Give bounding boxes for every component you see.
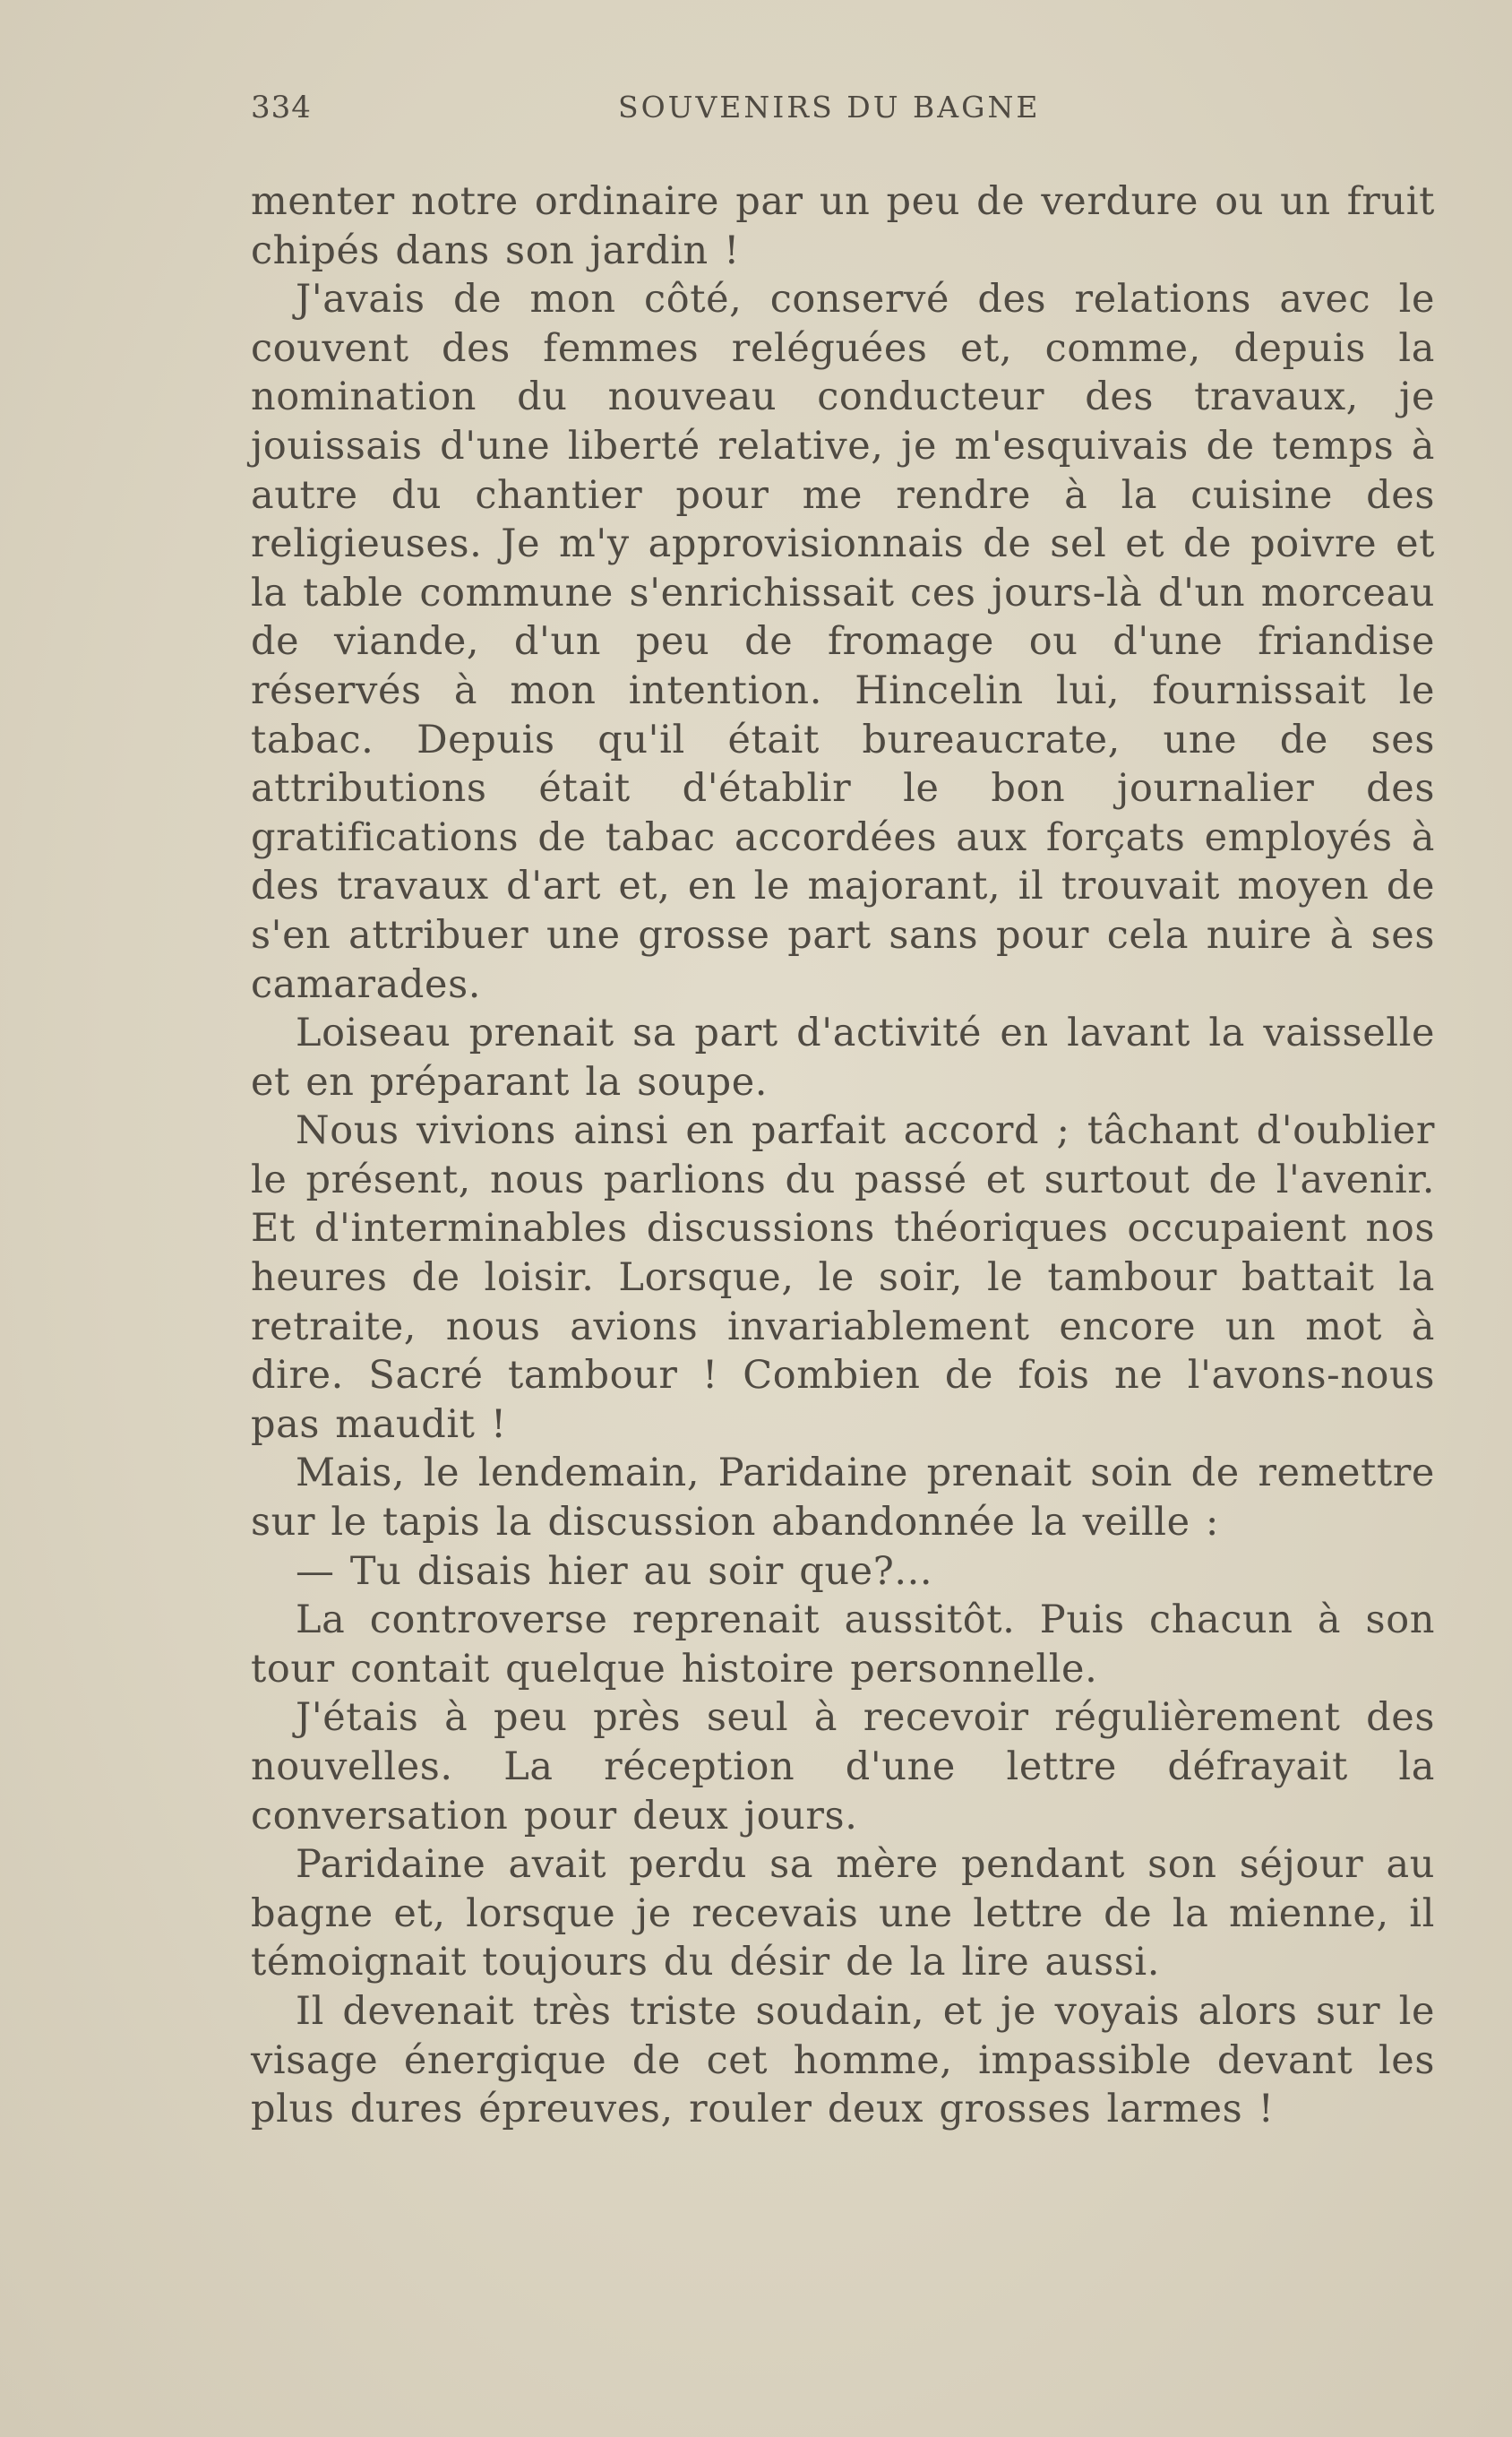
running-title: SOUVENIRS DU BAGNE xyxy=(618,90,1041,125)
body-text xyxy=(251,177,1435,2134)
paragraph-controverse: La controverse reprenait aussitôt. Puis chacun à son tour contait quelque histoire personnelle. xyxy=(251,1597,1435,1692)
paragraph-larmes: Il devenait très triste soudain, et je voyais alors sur le visage énergique de cet homme, impassible devant les plus dures épreuves, rouler deux grosses larmes ! xyxy=(251,1988,1435,2132)
page-number: 334 xyxy=(251,90,312,125)
paragraph-loiseau: Loiseau prenait sa part d'activité en lavant la vaisselle et en préparant la soupe. xyxy=(251,1011,1435,1105)
paragraph-accord: Nous vivions ainsi en parfait accord ; tâchant d'oublier le présent, nous parlions du passé et surtout de l'avenir. Et d'interminables discussions théoriques occupaient nos heures de loisir. Lorsque, le soir, le tambour battait la retraite, nous avions invariablement encore un mot à dire. Sacré tambour ! Combien de fois ne l'avons-nous pas maudit ! xyxy=(251,1108,1435,1447)
paragraph-nouvelles: J'étais à peu près seul à recevoir régulièrement des nouvelles. La réception d'une lettre défrayait la conversation pour deux jours. xyxy=(251,1695,1435,1839)
running-header xyxy=(251,90,1433,134)
paragraph-lendemain: Mais, le lendemain, Paridaine prenait soin de remettre sur le tapis la discussion abandonnée la veille : xyxy=(251,1451,1435,1546)
paragraph-continuation: menter notre ordinaire par un peu de verdure ou un fruit chipés dans son jardin ! xyxy=(251,179,1435,273)
paragraph-convent: J'avais de mon côté, conservé des relations avec le couvent des femmes reléguées et, comme, depuis la nomination du nouveau conducteur des travaux, je jouissais d'une liberté relative, je m'esquivais de temps à autre du chantier pour me rendre à la cuisine des religieuses. Je m'y approvisionnais de sel et de poivre et la table commune s'enrichissait ces jours-là d'un morceau de viande, d'un peu de fromage ou d'une friandise réservés à mon intention. Hincelin lui, fournissait le tabac. Depuis qu'il était bureaucrate, une de ses attributions était d'établir le bon journalier des gratifications de tabac accordées aux forçats employés à des travaux d'art et, en le majorant, il trouvait moyen de s'en attribuer une grosse part sans pour cela nuire à ses camarades. xyxy=(251,277,1435,1007)
paragraph-dialogue: — Tu disais hier au soir que?... xyxy=(296,1548,933,1594)
paragraph-paridaine: Paridaine avait perdu sa mère pendant son séjour au bagne et, lorsque je recevais une lettre de la mienne, il témoignait toujours du désir de la lire aussi. xyxy=(251,1842,1435,1985)
